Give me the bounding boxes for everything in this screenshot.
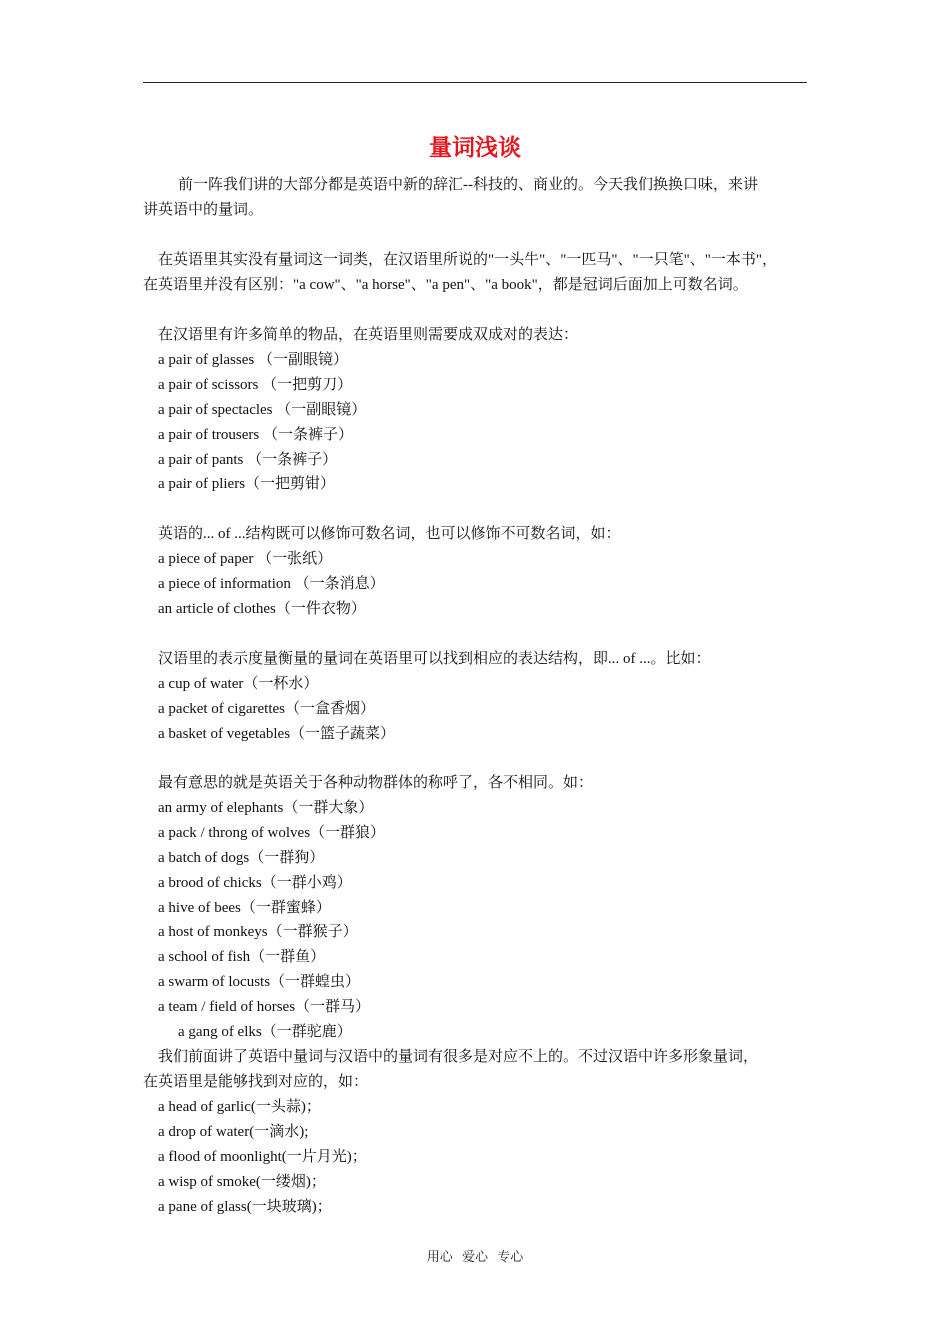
image-measure-paragraph — [143, 1045, 817, 1095]
list-item: a packet of cigarettes（一盒香烟） — [158, 700, 376, 717]
list-item: a flood of moonlight(一片月光)； — [158, 1148, 367, 1165]
list-item: a pair of spectacles （一副眼镜） — [158, 401, 367, 418]
list-item: a pair of pants （一条裤子） — [158, 451, 338, 468]
list-item: a pack / throng of wolves（一群狼） — [158, 824, 386, 841]
list-item: a brood of chicks（一群小鸡） — [158, 874, 352, 891]
list-item: a head of garlic(一头蒜)； — [158, 1099, 321, 1115]
pairs-section — [158, 323, 818, 497]
list-item: a piece of paper （一张纸） — [158, 550, 333, 567]
list-item: a cup of water（一杯水） — [158, 675, 319, 692]
list-item: a school of fish（一群鱼） — [158, 949, 326, 966]
list-item: a host of monkeys（一群猴子） — [158, 924, 358, 941]
list-item: a swarm of locusts（一群蝗虫） — [158, 974, 361, 991]
section-heading: 最有意思的就是英语关于各种动物群体的称呼了，各不相同。如： — [158, 775, 594, 791]
header-rule — [143, 82, 807, 83]
section-heading: 英语的... of ...结构既可以修饰可数名词，也可以修饰不可数名词，如： — [158, 526, 621, 542]
intro-line-1: 前一阵我们讲的大部分都是英语中新的辞汇--科技的、商业的。今天我们换换口味，来讲 — [178, 177, 758, 193]
no-measure-word-paragraph — [143, 248, 817, 298]
list-item: a pair of trousers （一条裤子） — [158, 426, 353, 443]
list-item: a pair of pliers（一把剪钳） — [158, 476, 336, 493]
para2-line-2: 在英语里并没有区别："a cow"、"a horse"、"a pen"、"a book"，都是冠词后面加上可数名词。 — [143, 277, 748, 293]
list-item: an army of elephants（一群大象） — [158, 799, 374, 816]
list-item: a pair of scissors （一把剪刀） — [158, 376, 353, 393]
list-item: a gang of elks（一群驼鹿） — [178, 1024, 352, 1041]
animal-groups-section — [158, 771, 818, 1045]
page-title: 量词浅谈 — [429, 135, 521, 161]
list-item: a hive of bees（一群蜜蜂） — [158, 899, 331, 916]
list-item: a piece of information （一条消息） — [158, 575, 385, 592]
list-item: a batch of dogs（一群狗） — [158, 849, 325, 866]
list-item: an article of clothes（一件衣物） — [158, 600, 366, 617]
measure-section — [158, 647, 818, 747]
images-line-1: 我们前面讲了英语中量词与汉语中的量词有很多是对应不上的。不过汉语中许多形象量词， — [158, 1049, 759, 1065]
list-item: a drop of water(一滴水); — [158, 1123, 309, 1140]
para2-line-1: 在英语里其实没有量词这一词类，在汉语里所说的"一头牛"、"一匹马"、"一只笔"、"一本书"， — [158, 252, 777, 268]
section-heading: 在汉语里有许多简单的物品，在英语里则需要成双成对的表达： — [158, 327, 579, 343]
of-structure-section — [158, 522, 818, 622]
image-measure-list — [158, 1095, 818, 1220]
section-heading: 汉语里的表示度量衡量的量词在英语里可以找到相应的表达结构，即... of ...。比如： — [158, 651, 711, 667]
list-item: a basket of vegetables（一篮子蔬菜） — [158, 725, 396, 742]
intro-line-2: 讲英语中的量词。 — [143, 202, 264, 218]
list-item: a wisp of smoke(一缕烟)； — [158, 1173, 326, 1190]
list-item: a team / field of horses（一群马） — [158, 999, 371, 1016]
images-line-2: 在英语里是能够找到对应的，如： — [143, 1074, 369, 1090]
intro-paragraph — [143, 173, 817, 223]
list-item: a pair of glasses （一副眼镜） — [158, 351, 348, 368]
page-footer: 用心 爱心 专心 — [426, 1249, 524, 1264]
list-item: a pane of glass(一块玻璃)； — [158, 1198, 332, 1215]
